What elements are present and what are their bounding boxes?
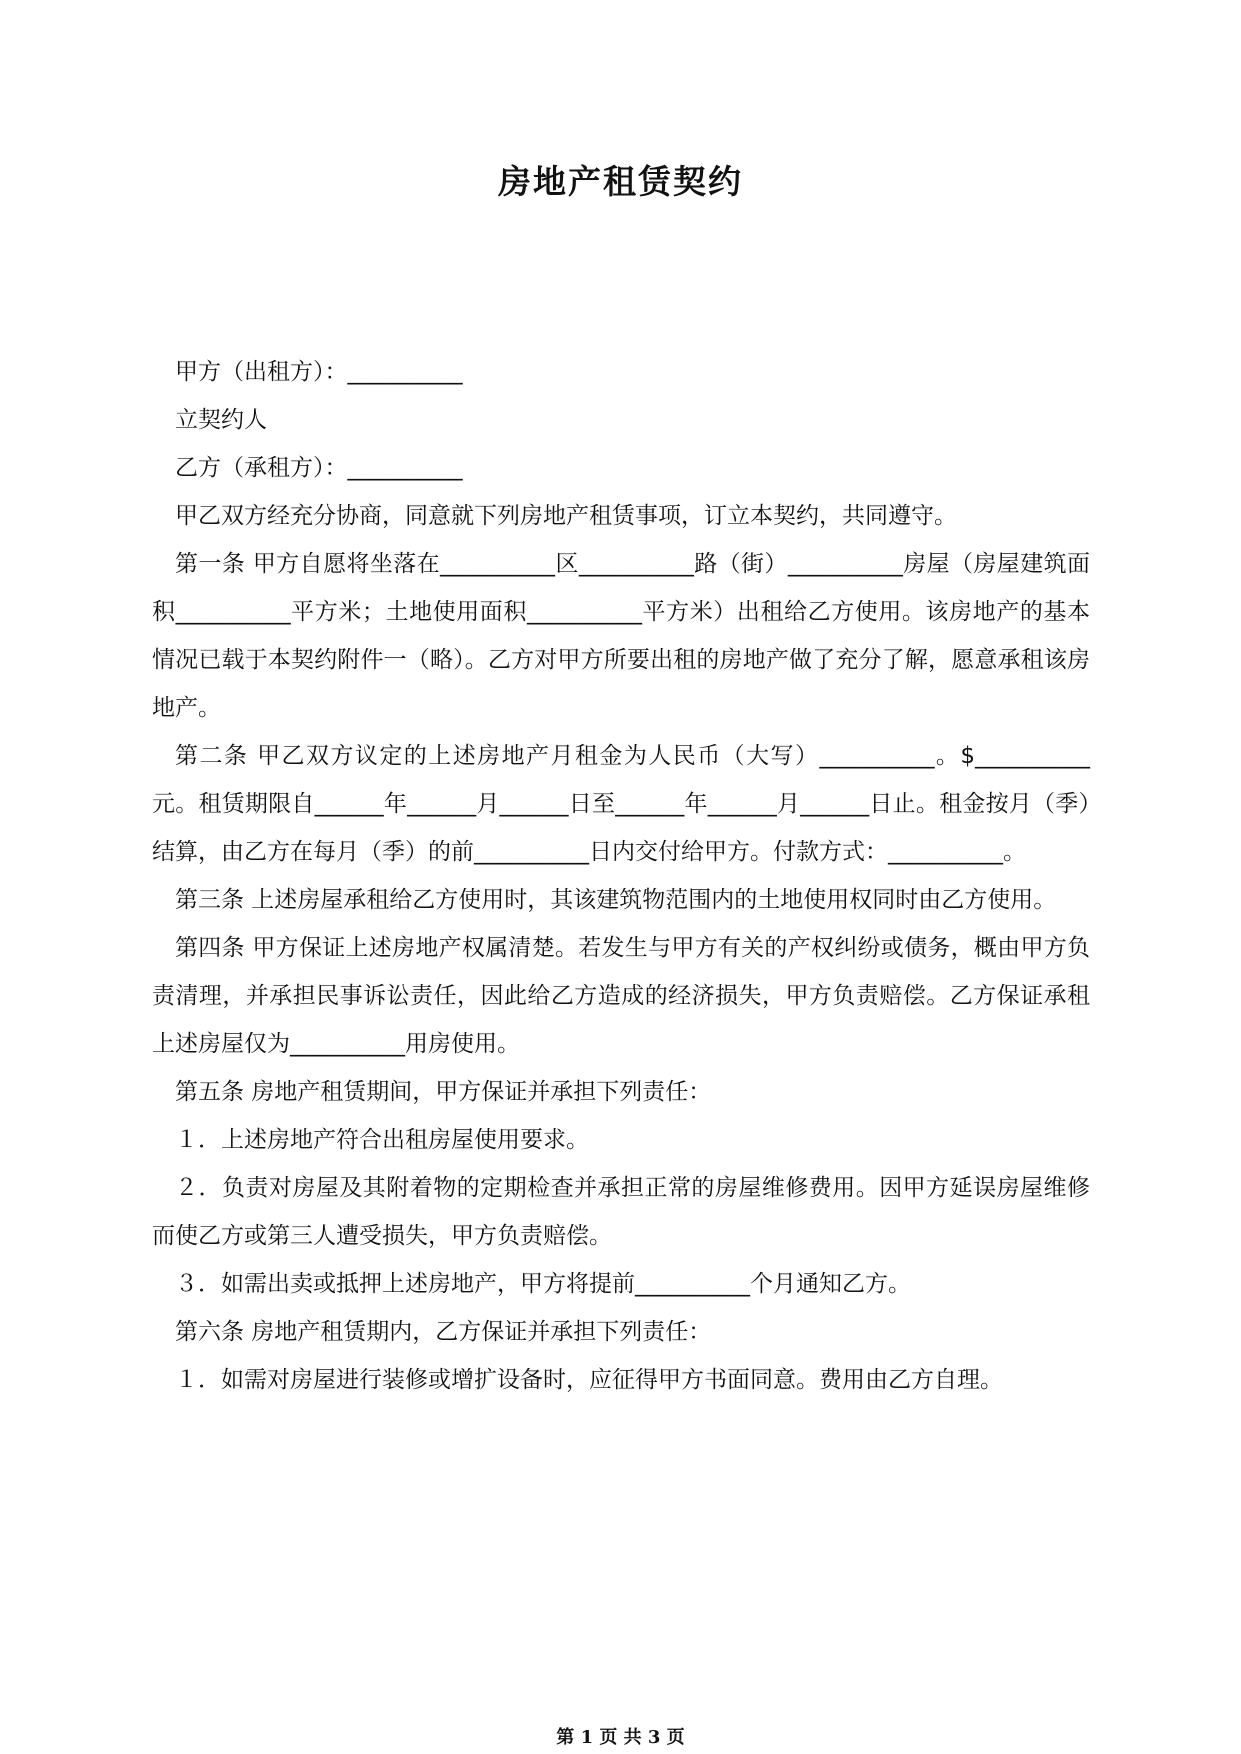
- article-6-item-1: １．如需对房屋进行装修或增扩设备时，应征得甲方书面同意。费用由乙方自理。: [175, 1367, 1003, 1393]
- article-1-paragraph: 第一条 甲方自愿将坐落在__________区__________路（街）__________房屋（房屋建筑面积__________平方米；土地使用面积__________平方米）出租给乙方使用。该房地产的基本情况已载于本契约附件一（略）。乙方对甲方所要出租的房地产做了充分了解，愿意承租该房地产。: [152, 551, 1090, 721]
- party-b-line: 乙方（承租方）：__________: [175, 455, 463, 481]
- article-5-item-2: ２．负责对房屋及其附着物的定期检查并承担正常的房屋维修费用。因甲方延误房屋维修而使乙方或第三人遭受损失，甲方负责赔偿。: [152, 1175, 1090, 1249]
- article-3-paragraph: 第三条 上述房屋承租给乙方使用时，其该建筑物范围内的土地使用权同时由乙方使用。: [175, 887, 1057, 913]
- article-5-item-3: ３．如需出卖或抵押上述房地产，甲方将提前__________个月通知乙方。: [175, 1271, 911, 1297]
- article-4-paragraph: 第四条 甲方保证上述房地产权属清楚。若发生与甲方有关的产权纠纷或债务，概由甲方负责清理，并承担民事诉讼责任，因此给乙方造成的经济损失，甲方负责赔偿。乙方保证承租上述房屋仅为__________用房使用。: [152, 935, 1090, 1057]
- page-footer: 第 1 页 共 3 页: [556, 1727, 685, 1748]
- article-2-paragraph: 第二条 甲乙双方议定的上述房地产月租金为人民币（大写）__________。$__________元。租赁期限自______年______月______日至______年______月______日止。租金按月（季）结算，由乙方在每月（季）的前__________日内交付给甲方。付款方式：__________。: [152, 743, 1090, 865]
- party-a-line: 甲方（出租方）：__________: [175, 359, 463, 385]
- document-title: 房地产租赁契约: [498, 162, 743, 201]
- contract-signer-label: 立契约人: [175, 407, 267, 433]
- preamble-paragraph: 甲乙双方经充分协商，同意就下列房地产租赁事项，订立本契约，共同遵守。: [175, 503, 957, 529]
- article-6-paragraph: 第六条 房地产租赁期内，乙方保证并承担下列责任：: [175, 1319, 712, 1345]
- article-5-item-1: １．上述房地产符合出租房屋使用要求。: [175, 1127, 589, 1153]
- document-body: [152, 348, 1090, 1404]
- article-5-paragraph: 第五条 房地产租赁期间，甲方保证并承担下列责任：: [175, 1079, 712, 1105]
